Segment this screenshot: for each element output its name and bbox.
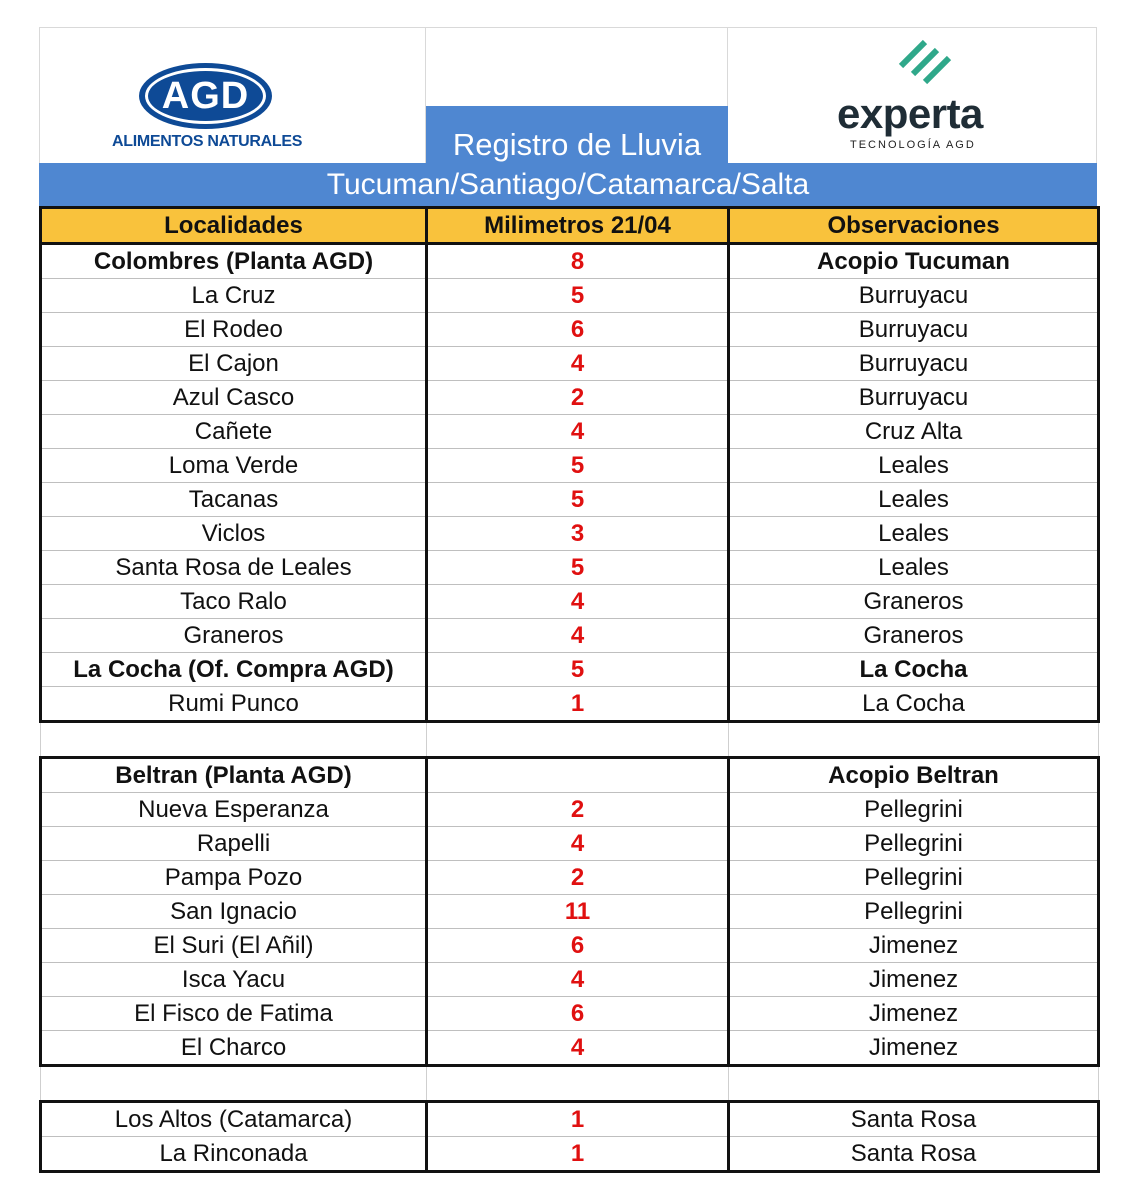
table-row (41, 758, 1099, 793)
observation-cell: Graneros (729, 619, 1099, 653)
mm-cell: 6 (427, 997, 729, 1031)
locality-cell: El Rodeo (41, 313, 427, 347)
mm-cell: 5 (427, 483, 729, 517)
experta-mark-icon (893, 38, 953, 93)
report-header (39, 27, 1097, 163)
mm-cell: 4 (427, 1031, 729, 1066)
locality-cell: Los Altos (Catamarca) (41, 1102, 427, 1137)
table-row (41, 653, 1099, 687)
spacer-cell (729, 722, 1099, 758)
spacer-cell (427, 1066, 729, 1102)
spacer-row (41, 722, 1099, 758)
table-row (41, 381, 1099, 415)
table-row (41, 929, 1099, 963)
observation-cell: Leales (729, 449, 1099, 483)
observation-cell: Burruyacu (729, 347, 1099, 381)
column-header-locality: Localidades (41, 208, 427, 244)
table-row (41, 963, 1099, 997)
experta-logo-text: experta (837, 90, 983, 137)
locality-cell: Nueva Esperanza (41, 793, 427, 827)
agd-logo-text: AGD (161, 74, 250, 117)
agd-logo (139, 63, 272, 129)
mm-cell: 1 (427, 1137, 729, 1172)
locality-cell: Colombres (Planta AGD) (41, 244, 427, 279)
observation-cell: Cruz Alta (729, 415, 1099, 449)
mm-cell: 5 (427, 449, 729, 483)
mm-cell: 3 (427, 517, 729, 551)
spacer-cell (729, 1066, 1099, 1102)
table-row (41, 1102, 1099, 1137)
locality-cell: Loma Verde (41, 449, 427, 483)
locality-cell: San Ignacio (41, 895, 427, 929)
mm-cell: 1 (427, 1102, 729, 1137)
rain-table (39, 206, 1100, 1173)
table-row (41, 551, 1099, 585)
observation-cell: Santa Rosa (729, 1102, 1099, 1137)
observation-cell: Burruyacu (729, 381, 1099, 415)
table-row (41, 827, 1099, 861)
locality-cell: Rapelli (41, 827, 427, 861)
table-row (41, 619, 1099, 653)
observation-cell: Jimenez (729, 1031, 1099, 1066)
locality-cell: La Cruz (41, 279, 427, 313)
mm-cell: 4 (427, 585, 729, 619)
observation-cell: Graneros (729, 585, 1099, 619)
observation-cell: Pellegrini (729, 827, 1099, 861)
mm-cell: 1 (427, 687, 729, 722)
mm-cell: 6 (427, 313, 729, 347)
table-row (41, 861, 1099, 895)
locality-cell: Cañete (41, 415, 427, 449)
mm-cell: 6 (427, 929, 729, 963)
mm-cell: 4 (427, 827, 729, 861)
spacer-cell (41, 1066, 427, 1102)
locality-cell: El Fisco de Fatima (41, 997, 427, 1031)
observation-cell: Pellegrini (729, 895, 1099, 929)
locality-cell: Graneros (41, 619, 427, 653)
mm-cell: 2 (427, 861, 729, 895)
table-row (41, 585, 1099, 619)
observation-cell: Santa Rosa (729, 1137, 1099, 1172)
locality-cell: Pampa Pozo (41, 861, 427, 895)
table-row (41, 483, 1099, 517)
locality-cell: El Cajon (41, 347, 427, 381)
mm-cell (427, 758, 729, 793)
agd-tagline: ALIMENTOS NATURALES (112, 133, 303, 150)
observation-cell: Leales (729, 483, 1099, 517)
spacer-cell (427, 722, 729, 758)
locality-cell: Viclos (41, 517, 427, 551)
observation-cell: Jimenez (729, 929, 1099, 963)
rain-report-sheet (39, 27, 1097, 1173)
locality-cell: Azul Casco (41, 381, 427, 415)
observation-cell: Leales (729, 517, 1099, 551)
observation-cell: Acopio Beltran (729, 758, 1099, 793)
observation-cell: La Cocha (729, 653, 1099, 687)
locality-cell: Rumi Punco (41, 687, 427, 722)
observation-cell: Pellegrini (729, 793, 1099, 827)
locality-cell: Tacanas (41, 483, 427, 517)
locality-cell: Isca Yacu (41, 963, 427, 997)
table-row (41, 415, 1099, 449)
observation-cell: Pellegrini (729, 861, 1099, 895)
table-row (41, 347, 1099, 381)
mm-cell: 11 (427, 895, 729, 929)
mm-cell: 4 (427, 619, 729, 653)
locality-cell: La Rinconada (41, 1137, 427, 1172)
mm-cell: 2 (427, 381, 729, 415)
locality-cell: Santa Rosa de Leales (41, 551, 427, 585)
table-row (41, 1031, 1099, 1066)
mm-cell: 8 (427, 244, 729, 279)
mm-cell: 4 (427, 415, 729, 449)
observation-cell: Jimenez (729, 997, 1099, 1031)
observation-cell: Acopio Tucuman (729, 244, 1099, 279)
observation-cell: Leales (729, 551, 1099, 585)
mm-cell: 5 (427, 653, 729, 687)
mm-cell: 4 (427, 963, 729, 997)
table-row (41, 313, 1099, 347)
locality-cell: El Charco (41, 1031, 427, 1066)
observation-cell: La Cocha (729, 687, 1099, 722)
table-row (41, 279, 1099, 313)
table-row (41, 895, 1099, 929)
spacer-cell (41, 722, 427, 758)
table-row (41, 1137, 1099, 1172)
column-header-obs: Observaciones (729, 208, 1099, 244)
experta-tagline: TECNOLOGÍA AGD (850, 139, 976, 151)
column-header-row (41, 208, 1099, 244)
spacer-row (41, 1066, 1099, 1102)
table-row (41, 997, 1099, 1031)
table-row (41, 793, 1099, 827)
observation-cell: Jimenez (729, 963, 1099, 997)
report-title: Registro de Lluvia (426, 106, 728, 163)
locality-cell: La Cocha (Of. Compra AGD) (41, 653, 427, 687)
table-row (41, 449, 1099, 483)
table-row (41, 244, 1099, 279)
column-header-mm: Milimetros 21/04 (427, 208, 729, 244)
region-banner: Tucuman/Santiago/Catamarca/Salta (39, 163, 1097, 206)
mm-cell: 5 (427, 279, 729, 313)
table-row (41, 687, 1099, 722)
observation-cell: Burruyacu (729, 279, 1099, 313)
observation-cell: Burruyacu (729, 313, 1099, 347)
locality-cell: El Suri (El Añil) (41, 929, 427, 963)
locality-cell: Taco Ralo (41, 585, 427, 619)
mm-cell: 2 (427, 793, 729, 827)
mm-cell: 5 (427, 551, 729, 585)
mm-cell: 4 (427, 347, 729, 381)
locality-cell: Beltran (Planta AGD) (41, 758, 427, 793)
table-row (41, 517, 1099, 551)
